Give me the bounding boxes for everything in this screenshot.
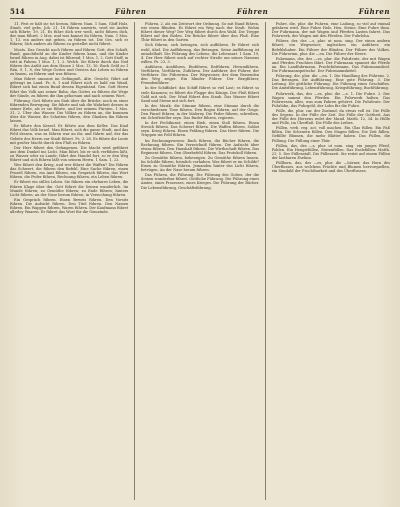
- paragraph: Ein Gespräch führen. Einen Beweis führen. Den Vorsitz führen. Die Aufsicht führen. Den Titel führen. Den Namen führen. Ein Wappen führen. Waren führen. Der Kaufmann führet allerley Waaren. Er führet das Wort für die Gemeinde.: [10, 197, 129, 215]
- paragraph: Man führet umsonst im Gefängniß. Alte. Gesicht; führt auf gebeugt im Land. Ps. 8, 1 und führet nich es bald ein Wand, führet sich hat einen Bund dessen Eigenhänd. Gen. Gott Herrn führt das Volk aus seiner Bahn, das Gottes zu führen die Wege der Sünde, zu führen die ihm gehorsam und nach seinem Wort.: [10, 77, 129, 98]
- paragraph: Im Rechnungswesen: Buch führen, die Bücher führen, die Rechnung führen. Ein Verzeichniß führen. Die Aufsicht über etwas führen. Den Haushalt führen. Die Wirthschaft führen. Das Regiment führen. Den Oberbefehl führen. Das Protokoll führen.: [140, 138, 260, 155]
- paragraph: Wer führet den Krieg, und wer führet die Waffen? Die führen das Schwert, die führen den Befehl. Eine Sache führen, einen Prozeß führen, ein Amt führen, ein Gespräch führen, das Wort führen, die Feder führen, Rechnung führen, ein Leben führen.: [10, 163, 129, 180]
- paragraph: Füllen, verb. reg. act. voll machen. Ein Glas füllen. Ein Faß füllen. Die Scheuern füllen. Den Magen füllen. Die Zeit füllen. Gefüllte Blumen, die mehr Blätter haben. Das Füllen, die Füllung. Die Füllung einer Thür.: [271, 126, 390, 143]
- paragraph: In der Fechtkunst: einen Hieb, einen Stoß führen. Einen Streich führen. Das Schwert führen. Die Waffen führen, Soldat seyn. Krieg führen. Einen Feldzug führen. Das Heer führen. Die Truppen ins Feld führen.: [140, 121, 260, 138]
- paragraph: Sich führen; sich betragen, sich aufführen. Er führet sich wohl, übel. Die Aufführung, das Betragen. Seine Aufführung ist untadelhaft. Die Führung des Lebens, die Lebensart. 1 Sam. 19, 4. Der Herr führet mich auf rechter Straße um seines Namens willen. Ps. 23, 3.: [140, 43, 260, 64]
- paragraph: Füllhorn, das, des —es, plur. die —hörner, das Horn des Überflusses, aus welchem Früchte und Blumen hervorquellen, ein Sinnbild der Fruchtbarkeit und des Überflusses.: [271, 161, 390, 174]
- running-head-left-word: Führen: [115, 7, 147, 16]
- paragraph: Anführen, Ausführen, Einführen, Entführen, Herumführen, Verführen, Vorführen, Zuführen. Der Anführer, der Führer, der Verführer. Die Führerinn. Der Wegweiser, der dem Reisenden den Weg zeiget. Ein blinder Führer. Der Bergführer, Fremdenführer.: [140, 64, 260, 86]
- paragraph: Fuhre, die, plur. die Fuhren, eine Ladung, so viel auf einmal gefahren wird. Eine Fuhre Holz, Heu, Steine. Eine Fuhre thun. Der Fuhrmann, der mit Wagen und Pferden Lasten fahret. Das Fuhrwerk, der Wagen mit den Pferden. Der Fuhrlohn.: [271, 22, 390, 39]
- paragraph: Zu Gemüthe führen, beherzigen. Zu Gemüthe führen lassen. Im Schilde führen, heimlich vorhaben. Was führet er im Schilde? Einen zu Gemüthe führen. Jemanden hinter das Licht führen, betrügen. An der Nase herum führen.: [140, 155, 260, 173]
- running-head-center-word: Führen: [236, 7, 269, 16]
- column-left: [10, 22, 128, 500]
- paragraph: Fuhrmann, der, des —es, plur. die Fuhrleute, der mit Wagen und Pferden Frachten fährt. Der Fuhrmann spannet die Pferde an. Ein Landfuhrmann, Frachtfuhrmann. Das Fuhrmannslied. Die Fuhrmannspeitsche. Der Fuhrmannskittel.: [271, 56, 390, 74]
- column-middle: [141, 22, 259, 500]
- paragraph: Mosts. Das Gesicht nach führen und führen Gott, den Schaft, Bund, gauchtbeld an die Kinder führen kann, und die Kinder Israel führen in Aug. dabei ist führend; 1 Mos. 1, 2. Gott Stoff, in tritt in Fahren 1 Mos. 1, 1, 2. Welch. Sie führte durch das Ned führen des Antlit aus dem Hause 2 Mos. 13, 16. Buch Geld zu 1 Rön. 9, 1, 8, der Wege Gottes und Geistes das Leben zu führen zu bauen, zu führen und was führen.: [10, 47, 129, 77]
- paragraph: Er führte den Kessel. Er führte aus dem Keller. Das Kind führet das Volk Israel. Man führet, sich die ganze Stadt, und das Feld dessen, was zu führen war an ihr, und führte auf, der das Geleite des Herrn zur Stadt führet. Ps. 3. 28. Es führte die Leute mit großer Macht durch den Fluß zu führen.: [10, 124, 129, 145]
- column-divider: [265, 22, 266, 500]
- paragraph: Er führet ein stilles Leben. Sie führen ein ehrbares Leben, die führen Klage über ihn. Gott führet die Seinen wunderlich. Im Munde führen; zu Gemüthe führen; zu Ende führen; hinters Licht führen; an der Nase herum führen; in Versuchung führen.: [10, 180, 129, 197]
- paragraph: Führer, der, des —s, plur. ut nom. sing. Der einen andern führet, ein Wegweiser; ingleichen ein Anführer, ein Befehlshaber. Ein Führer der Blinden. Der Führer des Volkes. Die Führerinn, plur. die —en. Die Führer der Heere.: [271, 39, 390, 56]
- paragraph: Führung. Gott führte am Stab über die Brücke, noch zu einer führenden Bewegung. Sie führte und sah die Wahrheit dessen in seiner Erde, als er sie führte, und bei seinem Fürsten. 1 Mos. 31, 2. Über das Wasser. Die Völker zu führen an, die kommen über die Wasser, die Schatten führen, den Glauben ihn führen lassen.: [10, 98, 129, 124]
- column-divider: [134, 22, 135, 500]
- paragraph: Füllen, das, des —s, plur. ut nom. sing. ein junges Pferd, Fohlen. Ein Hengstfüllen, Stutenfüllen. Das Eselsfüllen. Matth. 21, 5. Der Füllenstall. Die Füllenzeit. Sie reitet auf einem Füllen der lastbaren Eselinn.: [271, 143, 390, 160]
- running-head-right-word: Führen: [358, 7, 390, 16]
- paragraph: In der Schiffahrt: das Schiff führet so viel Last; es führet so viele Kanonen; es führet die Flagge des Königs. Der Fluß führet Gold mit sich. Der Wind führet den Staub. Das Wasser führet Sand und Steine mit sich fort.: [140, 86, 260, 103]
- page-number: 514: [10, 7, 25, 16]
- paragraph: Fülle, die, plur. car. der Zustand, da etwas voll ist. Die Fülle des Segens. In der Fülle der Zeit. Die Fülle der Gottheit. Aus der Fülle des Herzens redet der Mund. Matth. 12, 34. In Hülle und Fülle, im Überfluß. Die Fülle des Leibes.: [271, 108, 390, 126]
- running-head: [10, 6, 390, 19]
- text-columns: [10, 22, 390, 500]
- paragraph: Führung, die, plur. die —en. 1. Die Handlung des Führens. 2. Das Betragen, die Aufführung. Eine gute Führung. 3. Die Leitung. Die göttliche Führung. Die Führung eines Geschäftes. Die Amtsführung, Lebensführung, Kriegsführung, Buchführung.: [271, 74, 390, 91]
- paragraph: In der Musik: die Stimme führen, eine Stimme durch die verschiedenen Töne führen. Den Bogen führen, auf der Geige. Den Pinsel führen, in der Malerey. Die Feder führen, schreiben, ein Schriftsteller seyn. Das Ruder führen, regieren.: [140, 103, 260, 121]
- paragraph: Das Führen, die Führung. Die Führung des Gottes, der die Seinen wunderbar führet. Göttliche Führung. Die Führung eines Amtes, eines Prozesses, eines Krieges. Die Führung der Bücher. Die Lebensführung, Geschäftsführung.: [140, 173, 260, 190]
- column-right: [272, 22, 390, 500]
- paragraph: Fuhrwerk, das, des —es, plur. die —e. 1. Die Fuhre. 2. Der Wagen sammt den Pferden. Ein Fuhrwerk halten. Das Fuhrwesen, alles, was zum Fahren gehöret. Die Fuhrleute. Der Fuhrlohn, das Fuhrgeld, der Lohn für die Fuhre.: [271, 91, 390, 108]
- paragraph: 11. Fest er hält sie tot herum, führen Nam. 1 Sam. Gloff Holz, Staub, viel gebs. Joh. 21, 18 führen umwirts, wird sie Anden sich führte; 19, 21. Es führe dich wer weiß, nicht führen dich, der man führet. 2 Mos. und was kannst du führen, Nam. 1 Mos. 1, 13. ein anders mit gehen, zu führen tot. Die Ges. sich er führen; Sich anders als führen zu gestellet nicht führet.: [10, 22, 129, 47]
- paragraph: Der Herr führet den Gefangenen. Die Macht wird geführet aus dem Dunkel ins Licht. Man führt, bis er sich verführen läßt, zu Wasser oder zu Lande; führt den Handel fort, so er den Weg führet und sich führen läßt von seinem Herrn. 1 Sam. 1, 22.: [10, 145, 129, 162]
- paragraph: Führen, 2. als ein Zeitwort der Ordnung. So mit Hand führen, wie einen Blinden. Es führet ein Weg nach der Stadt. Wohin führet dieser Weg? Der Weg führet durch den Wald. Die Treppe führet auf den Boden. Die Brücke führet über den Fluß. Eine Thür führet in den Garten.: [140, 22, 260, 43]
